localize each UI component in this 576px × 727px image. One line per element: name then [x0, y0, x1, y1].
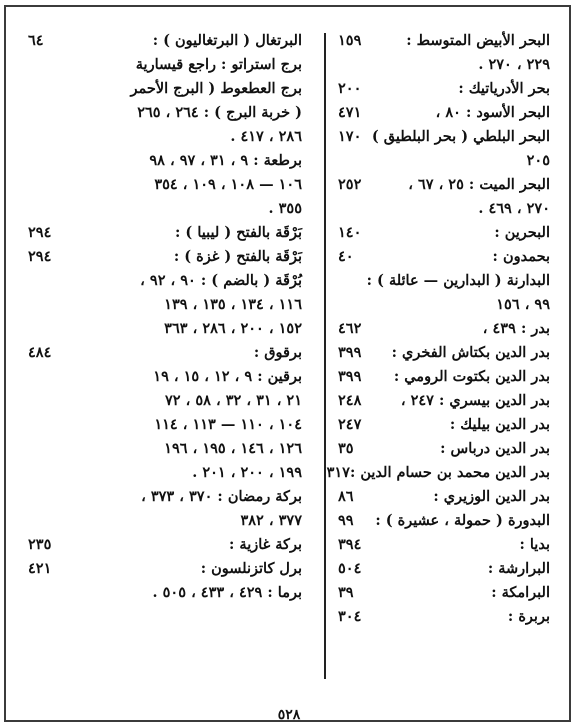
index-page-ref: ٨٦: [338, 488, 354, 505]
index-entry: [28, 245, 302, 269]
index-page-ref: ٢٣٥: [28, 536, 52, 553]
index-entry-line: [28, 581, 302, 605]
index-entry-line: [338, 581, 550, 605]
index-continuation-line: ٢٨٦ ، ٤١٧ .: [230, 128, 302, 145]
index-page-ref: ٤٦٢: [338, 320, 362, 337]
index-continuation-line: ١٩٩ ، ٢٠٠ ، ٢٠١ .: [192, 464, 302, 481]
index-term: بديا :: [519, 536, 550, 553]
index-entry: [338, 485, 550, 509]
index-term: البحرين :: [494, 224, 550, 241]
index-entry: [28, 581, 302, 605]
index-page-ref: ٢٤٧: [338, 416, 362, 433]
index-entry-line: [338, 365, 550, 389]
index-page-ref: ٣٥: [338, 440, 354, 457]
index-entry-line: [338, 389, 550, 413]
index-entry: [338, 365, 550, 389]
index-entry-line: [338, 509, 550, 533]
index-term: البرامكة :: [491, 584, 550, 601]
index-page-ref: ١٥٩: [338, 32, 362, 49]
index-entry: [28, 269, 302, 341]
column-divider: [324, 33, 326, 679]
index-term: بحمدون :: [492, 248, 550, 265]
index-page-ref: ٣٠٤: [338, 608, 362, 625]
index-entry: [28, 221, 302, 245]
index-page-ref: ١٤٠: [338, 224, 362, 241]
index-term: برما : ٤٢٩ ، ٤٣٣ ، ٥٠٥ .: [152, 584, 302, 601]
index-entry: [28, 149, 302, 221]
index-term: بحر الأدرياتيك :: [458, 80, 550, 97]
index-entry: [28, 485, 302, 533]
index-entry: [338, 605, 550, 629]
index-term: بركة غازية :: [229, 536, 302, 553]
index-entry-line: [28, 245, 302, 269]
index-entry: [28, 77, 302, 149]
index-page-ref: ٤٨٤: [28, 344, 52, 361]
index-entry-line: [338, 221, 550, 245]
index-page-ref: ٩٩: [338, 512, 354, 529]
index-continuation-line: ( خربة البرج ) : ٢٦٤ ، ٢٦٥: [137, 104, 302, 121]
index-entry-line: [338, 557, 550, 581]
index-entry: [326, 461, 550, 485]
index-entry-line: [338, 341, 550, 365]
index-page-ref: ٢٩٤: [28, 248, 52, 265]
index-term: برل كاتزنلسون :: [200, 560, 302, 577]
index-entry-line: [28, 485, 302, 509]
index-entry: [338, 413, 550, 437]
index-entry-line: [28, 53, 302, 77]
index-entry-line: [28, 29, 302, 53]
index-entry-line: [28, 221, 302, 245]
index-term: بدر الدين بكتوت الرومي :: [393, 368, 550, 385]
index-continuation-line: ٢٢٩ ، ٢٧٠ .: [478, 56, 550, 73]
index-entry: [338, 557, 550, 581]
index-continuation-line: ١٢٦ ، ١٤٦ ، ١٩٥ ، ١٩٦: [164, 440, 302, 457]
index-entry-line: [326, 461, 550, 485]
index-entry-line: [338, 413, 550, 437]
index-term: بدر الدين الوزيري :: [433, 488, 550, 505]
index-entry: [338, 389, 550, 413]
index-column-right: [326, 29, 550, 679]
index-term: البدورة ( حمولة ، عشيرة ) :: [375, 512, 550, 529]
index-term: برطعة : ٩ ، ٣١ ، ٩٧ ، ٩٨: [149, 152, 302, 169]
index-page-ref: ١٧٠: [338, 128, 362, 145]
index-entry-line: [28, 149, 302, 173]
index-continuation-line: ٢٧٠ ، ٤٦٩ .: [478, 200, 550, 217]
index-page-ref: ٣٩٤: [338, 536, 362, 553]
index-page: [28, 29, 550, 723]
index-continuation-line: ٢٠٥: [526, 152, 550, 169]
index-entry: [338, 245, 550, 269]
index-term: بدر : ٤٣٩ ،: [482, 320, 550, 337]
index-page-ref: ٣٩٩: [338, 368, 362, 385]
index-entry: [28, 557, 302, 581]
index-continuation-line: ٩٩ ، ١٥٦: [496, 296, 550, 313]
index-page-ref: ٣٩: [338, 584, 354, 601]
index-entry-line: [338, 77, 550, 101]
index-entry: [338, 581, 550, 605]
index-page-ref: ٥٠٤: [338, 560, 362, 577]
index-entry-line: [28, 269, 302, 293]
index-entry: [28, 341, 302, 365]
index-continuation-line: ٣٧٧ ، ٣٨٢: [240, 512, 302, 529]
page-number: ٥٢٨: [277, 707, 301, 723]
index-entry-line: [338, 533, 550, 557]
index-entry: [338, 125, 550, 173]
index-continuation-line: ٢١ ، ٣١ ، ٣٢ ، ٥٨ ، ٧٢: [164, 392, 302, 409]
index-page-ref: ٣٩٩: [338, 344, 362, 361]
index-page-ref: ٤٧١: [338, 104, 362, 121]
index-entry: [28, 29, 302, 53]
index-continuation-line: ٣٥٥ .: [268, 200, 302, 217]
index-page-ref: ٢٤٨: [338, 392, 362, 409]
index-term: برقين : ٩ ، ١٢ ، ١٥ ، ١٩: [153, 368, 302, 385]
index-term: البحر الميت : ٢٥ ، ٦٧ ،: [408, 176, 550, 193]
index-entry: [338, 437, 550, 461]
index-entry: [28, 533, 302, 557]
index-entry-line: [28, 77, 302, 101]
index-term: بدر الدين محمد بن حسام الدين :: [349, 464, 550, 481]
index-page-ref: ٢٠٠: [338, 80, 362, 97]
index-term: البدارنة ( البدارين — عائلة ) :: [366, 272, 550, 289]
index-term: بَرْقَة بالفتح ( ليبيا ) :: [175, 224, 302, 241]
index-entry: [28, 365, 302, 485]
index-entry-line: [338, 245, 550, 269]
index-term: بركة رمضان : ٣٧٠ ، ٣٧٣ ،: [141, 488, 302, 505]
index-term: بدر الدين بيسري : ٢٤٧ ،: [400, 392, 550, 409]
index-term: بدر الدين درباس :: [440, 440, 550, 457]
index-term: البحر الأبيض المتوسط :: [406, 32, 550, 49]
index-entry-line: [338, 101, 550, 125]
page-frame: [4, 5, 571, 722]
index-entry: [28, 53, 302, 77]
index-term: البحر البلطي ( بحر البلطيق ): [371, 128, 550, 145]
index-entry: [338, 77, 550, 101]
index-entry-line: [338, 605, 550, 629]
index-term: بدر الدين بيليك :: [449, 416, 550, 433]
index-column-left: [28, 29, 302, 679]
index-entry-line: [338, 29, 550, 53]
index-entry: [338, 269, 550, 317]
index-entry-line: [338, 269, 550, 293]
index-term: برج استراتو : راجع قيسارية: [135, 56, 302, 73]
index-entry: [338, 317, 550, 341]
index-entry-line: [28, 533, 302, 557]
index-entry: [338, 533, 550, 557]
index-entry-line: [338, 485, 550, 509]
index-term: البرتغال ( البرتغاليون ) :: [152, 32, 302, 49]
index-entry-line: [28, 341, 302, 365]
index-page-ref: ٢٩٤: [28, 224, 52, 241]
index-entry: [338, 29, 550, 77]
index-entry-line: [338, 317, 550, 341]
index-page-ref: ٦٤: [28, 32, 44, 49]
index-entry-line: [28, 557, 302, 581]
index-term: بربرة :: [507, 608, 550, 625]
index-term: البحر الأسود : ٨٠ ،: [435, 104, 550, 121]
index-term: برقوق :: [253, 344, 302, 361]
index-entry: [338, 173, 550, 221]
index-continuation-line: ١٥٢ ، ٢٠٠ ، ٢٨٦ ، ٣٦٣: [164, 320, 302, 337]
index-term: بَرْقَة بالفتح ( غزة ) :: [173, 248, 302, 265]
index-term: بدر الدين بكتاش الفخري :: [391, 344, 550, 361]
index-entry: [338, 509, 550, 533]
index-entry: [338, 221, 550, 245]
index-page-ref: ٤٠: [338, 248, 354, 265]
index-continuation-line: ١٠٤ ، ١١٠ — ١١٣ ، ١١٤: [154, 416, 302, 433]
index-page-ref: ٣١٧: [326, 464, 350, 481]
index-entry-line: [338, 125, 550, 149]
index-entry: [338, 341, 550, 365]
index-entry-line: [338, 437, 550, 461]
index-continuation-line: ١١٦ ، ١٣٤ ، ١٣٥ ، ١٣٩: [164, 296, 302, 313]
index-entry: [338, 101, 550, 125]
index-page-ref: ٤٢١: [28, 560, 52, 577]
index-page-ref: ٢٥٢: [338, 176, 362, 193]
index-term: بُرْقَة ( بالضم ) : ٩٠ ، ٩٢ ،: [140, 272, 302, 289]
index-entry-line: [338, 173, 550, 197]
index-term: البرارشة :: [487, 560, 550, 577]
index-continuation-line: ١٠٦ — ١٠٨ ، ١٠٩ ، ٣٥٤: [154, 176, 302, 193]
index-entry-line: [28, 365, 302, 389]
index-term: برج العطعوط ( البرج الأحمر: [130, 80, 302, 97]
